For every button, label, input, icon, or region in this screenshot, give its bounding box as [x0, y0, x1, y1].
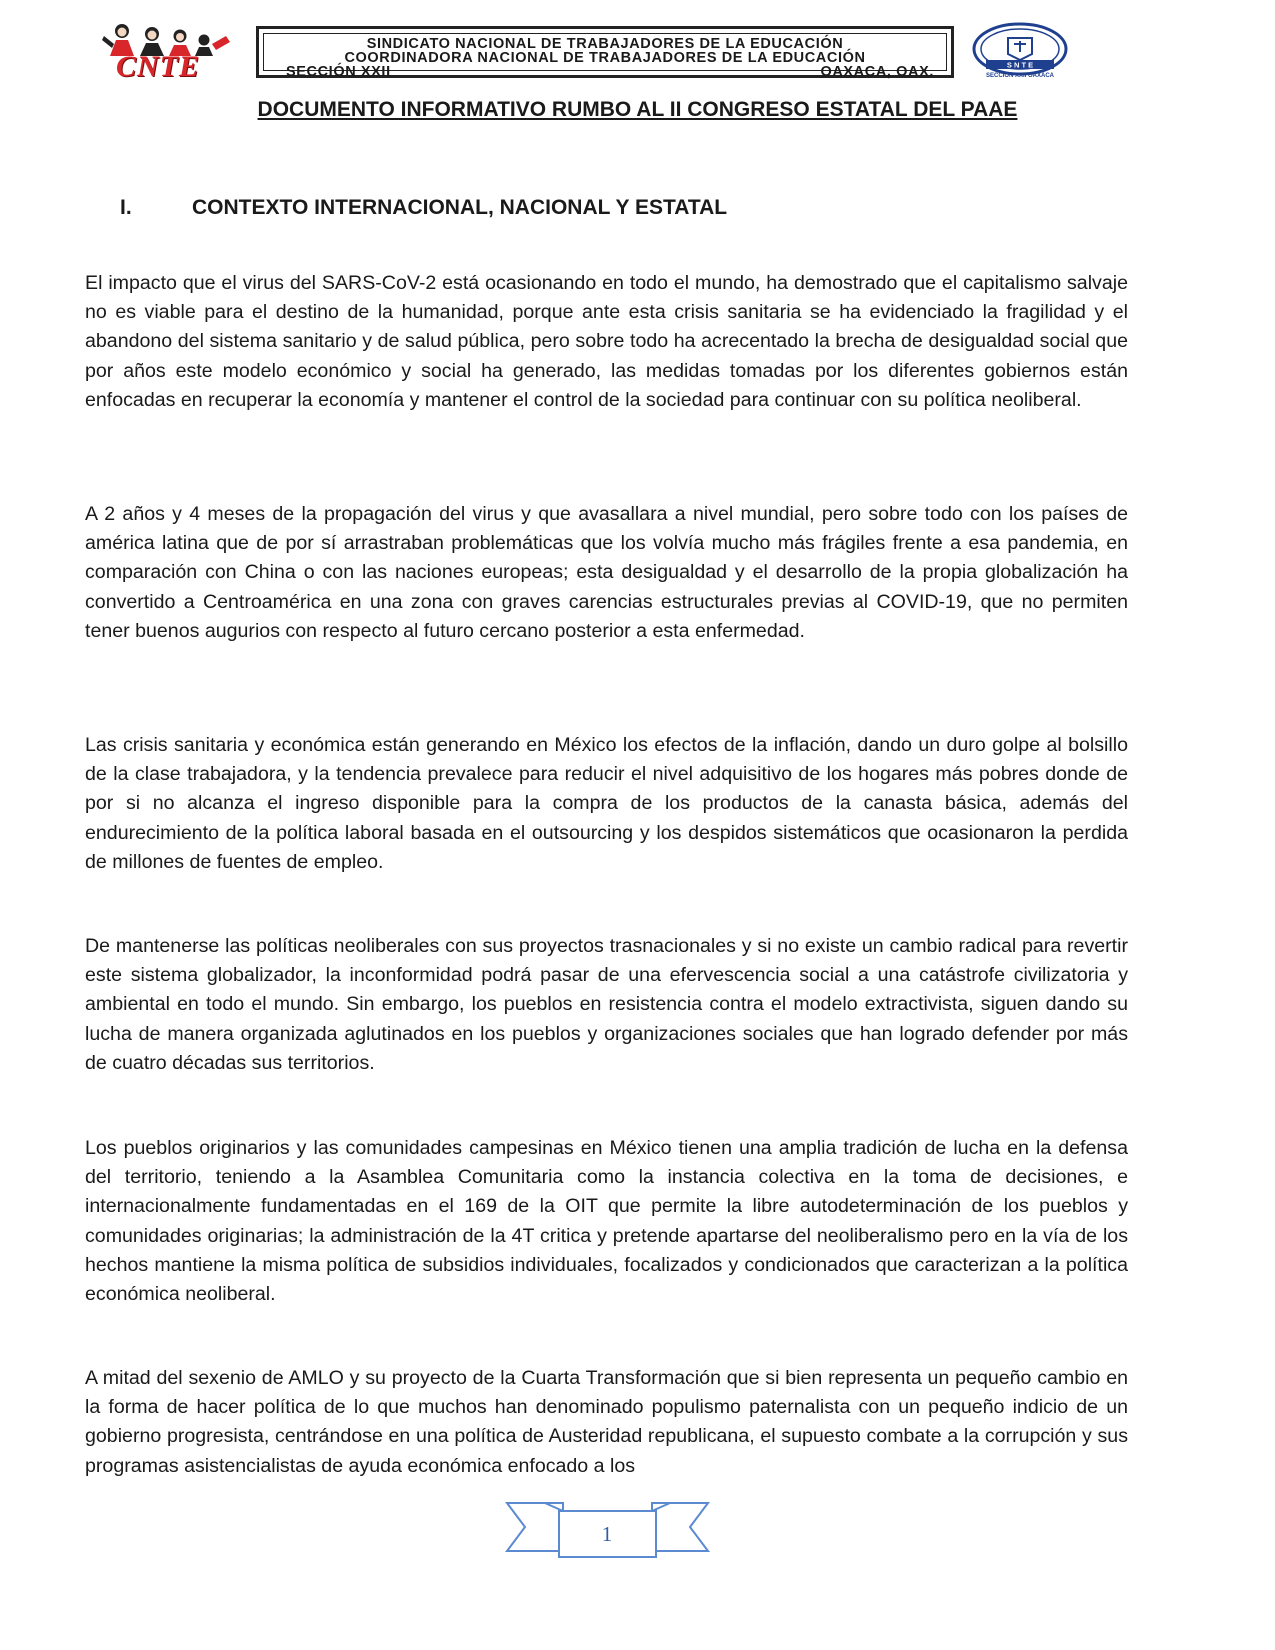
page-number: 1	[601, 1522, 613, 1546]
document-title: DOCUMENTO INFORMATIVO RUMBO AL II CONGRESO ESTATAL DEL PAAE	[257, 98, 1018, 121]
seal-letters: S N T E	[1006, 60, 1034, 70]
paragraph-6: A mitad del sexenio de AMLO y su proyecto de la Cuarta Transformación que si bien representa un pequeño cambio en la forma de hacer política de lo que muchos han denominado populismo paternalista con un pequeño indicio de un gobierno progresista, centrándose en una política de Austeridad republicana, el supuesto combate a la corrupción y sus programas asistencialistas de ayuda económica enfocado a los	[85, 1367, 1128, 1477]
section-label: SECCIÓN XXII	[286, 64, 391, 80]
snte-seccion-xxii-seal	[970, 22, 1070, 84]
paragraph-3: Las crisis sanitaria y económica están generando en México los efectos de la inflación, dando un duro golpe al bolsillo de la clase trabajadora, y la tendencia prevalece para reducir el nivel adquisitivo de los hogares más pobres donde de por si no alcanza el ingreso disponible para la compra de los productos de la canasta básica, además del endurecimiento de la política laboral basada en el outsourcing y los despidos sistemáticos que ocasionaron la perdida de millones de fuentes de empleo.	[85, 734, 1128, 873]
paragraph-4: De mantenerse las políticas neoliberales con sus proyectos trasnacionales y si no existe un cambio radical para revertir este sistema globalizador, la inconformidad podrá pasar de una efervescencia social a una catástrofe civilizatoria y ambiental en todo el mundo. Sin embargo, los pueblos en resistencia contra el modelo extractivista, siguen dando su lucha de manera organizada aglutinados en los pueblos y organizaciones sociales que han logrado defender por más de cuatro décadas sus territorios.	[85, 935, 1128, 1074]
seal-caption: SECCION XXII OAXACA	[985, 73, 1055, 79]
paragraph-5: Los pueblos originarios y las comunidades campesinas en México tienen una amplia tradición de lucha en la defensa del territorio, teniendo a la Asamblea Comunitaria como la instancia colectiva en la toma de decisiones, e internacionalmente fundamentadas en el 169 de la OIT que permite la libre autodeterminación de los pueblos y comunidades originarias; la administración de la 4T critica y pretende apartarse del neoliberalismo pero en la vía de los hechos mantiene la misma política de subsidios individuales, focalizados y condicionados que caracterizan a la política económica neoliberal.	[85, 1137, 1128, 1306]
section-number: I.	[120, 196, 132, 219]
coordinator-name-line: COORDINADORA NACIONAL DE TRABAJADORES DE LA EDUCACIÓN	[344, 50, 866, 66]
section-title: CONTEXTO INTERNACIONAL, NACIONAL Y ESTATAL	[192, 196, 728, 219]
letterhead-box	[256, 26, 954, 78]
paragraph-2: A 2 años y 4 meses de la propagación del virus y que avasallara a nivel mundial, pero sobre todo con los países de américa latina que de por sí arrastraban problemáticas que los volvía mucho más frágiles frente a esa pandemia, en comparación con China o con las naciones europeas; esta desigualdad y el desarrollo de la propia globalización ha convertido a Centroamérica en una zona con graves carencias estructurales previas al COVID-19, que no permiten tener buenos augurios con respecto al futuro cercano posterior a esta enfermedad.	[85, 503, 1128, 642]
union-name-line: SINDICATO NACIONAL DE TRABAJADORES DE LA EDUCACIÓN	[366, 36, 844, 52]
cnte-logo	[100, 22, 240, 84]
location-label: OAXACA, OAX.	[820, 64, 934, 80]
cnte-logo-text: CNTE	[116, 50, 201, 83]
paragraph-1: El impacto que el virus del SARS-CoV-2 está ocasionando en todo el mundo, ha demostrado que el capitalismo salvaje no es viable para el destino de la humanidad, porque ante esta crisis sanitaria se ha evidenciado la fragilidad y el abandono del sistema sanitario y de salud pública, pero sobre todo ha acrecentado la brecha de desigualdad social que por años este modelo económico y social ha generado, las medidas tomadas por los diferentes gobiernos están enfocadas en recuperar la economía y mantener el control de la sociedad para continuar con su política neoliberal.	[85, 272, 1128, 411]
letterhead	[100, 22, 1185, 84]
